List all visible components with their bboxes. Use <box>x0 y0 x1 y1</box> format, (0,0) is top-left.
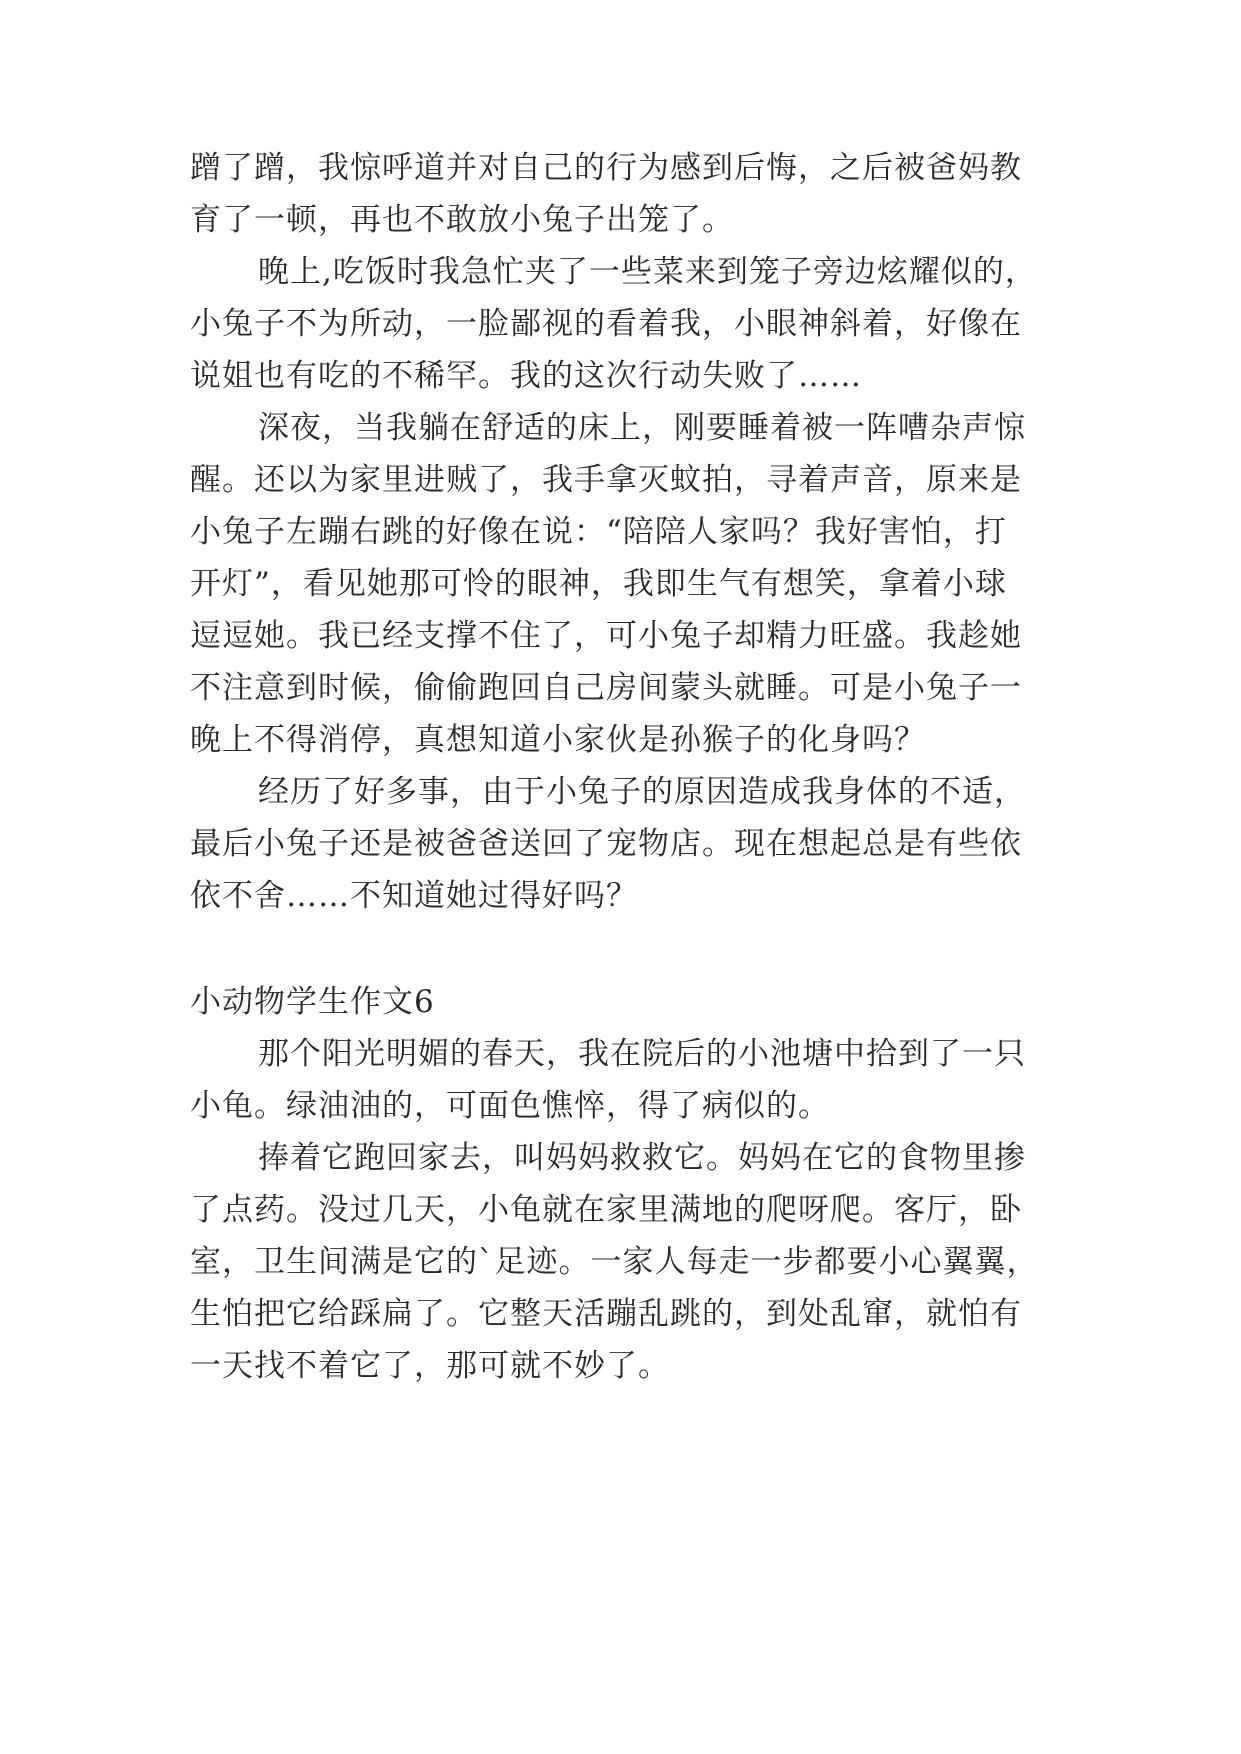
paragraph-line: 小兔子左蹦右跳的好像在说：“陪陪人家吗？我好害怕，打 <box>190 514 1007 550</box>
paragraph-line: 开灯”，看见她那可怜的眼神，我即生气有想笑，拿着小球 <box>190 566 1007 602</box>
paragraph-line: 晚上,吃饭时我急忙夹了一些菜来到笼子旁边炫耀似的， <box>258 254 1037 290</box>
paragraph-line: 育了一顿，再也不敢放小兔子出笼了。 <box>190 202 734 238</box>
section-heading: 小动物学生作文6 <box>190 984 435 1020</box>
paragraph-line: 一天找不着它了，那可就不妙了。 <box>190 1348 670 1384</box>
paragraph-line: 醒。还以为家里进贼了，我手拿灭蚊拍，寻着声音，原来是 <box>190 462 1022 498</box>
paragraph-line: 小龟。绿油油的，可面色憔悴，得了病似的。 <box>190 1088 830 1124</box>
paragraph-line: 那个阳光明媚的春天，我在院后的小池塘中拾到了一只 <box>258 1036 1026 1072</box>
paragraph-line: 生怕把它给踩扁了。它整天活蹦乱跳的，到处乱窜，就怕有 <box>190 1296 1022 1332</box>
paragraph-line: 说姐也有吃的不稀罕。我的这次行动失败了…… <box>190 358 862 394</box>
document-body <box>190 0 1090 1754</box>
paragraph-line: 晚上不得消停，真想知道小家伙是孙猴子的化身吗？ <box>190 722 926 758</box>
paragraph-line: 依不舍……不知道她过得好吗？ <box>190 878 638 914</box>
paragraph-line: 蹭了蹭，我惊呼道并对自己的行为感到后悔，之后被爸妈教 <box>190 150 1022 186</box>
paragraph-line: 不注意到时候，偷偷跑回自己房间蒙头就睡。可是小兔子一 <box>190 670 1022 706</box>
paragraph-line: 经历了好多事，由于小兔子的原因造成我身体的不适， <box>258 774 1026 810</box>
paragraph-line: 逗逗她。我已经支撑不住了，可小兔子却精力旺盛。我趁她 <box>190 618 1022 654</box>
paragraph-line: 最后小兔子还是被爸爸送回了宠物店。现在想起总是有些依 <box>190 826 1022 862</box>
paragraph-line: 小兔子不为所动，一脸鄙视的看着我，小眼神斜着，好像在 <box>190 306 1022 342</box>
paragraph-line: 室，卫生间满是它的`足迹。一家人每走一步都要小心翼翼， <box>190 1244 1039 1280</box>
paragraph-line: 深夜，当我躺在舒适的床上，刚要睡着被一阵嘈杂声惊 <box>258 410 1026 446</box>
paragraph-line: 了点药。没过几天，小龟就在家里满地的爬呀爬。客厅，卧 <box>190 1192 1022 1228</box>
paragraph-line: 捧着它跑回家去，叫妈妈救救它。妈妈在它的食物里掺 <box>258 1140 1026 1176</box>
